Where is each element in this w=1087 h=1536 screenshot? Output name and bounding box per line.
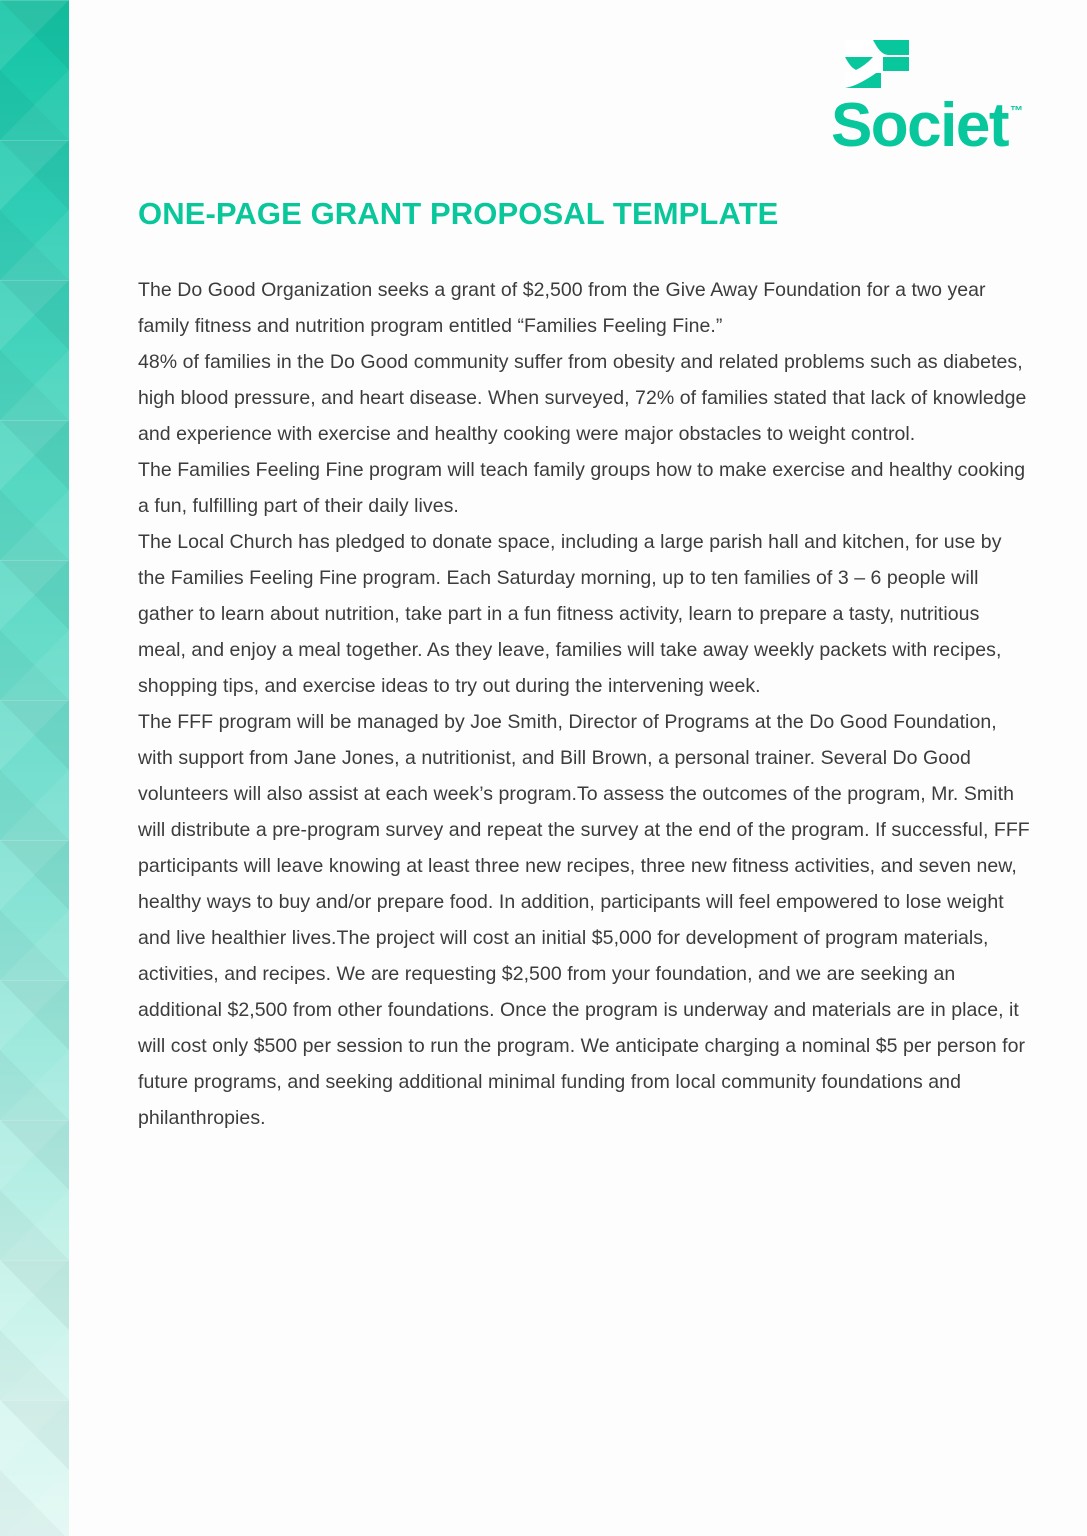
teal-faceted-sidebar — [0, 0, 69, 1536]
sidebar-facet-triangle — [0, 210, 69, 280]
sidebar-facet-triangle — [0, 1120, 69, 1190]
sidebar-facet-triangle — [0, 560, 69, 630]
sidebar-facet-triangle — [0, 910, 69, 980]
sidebar-band-seam — [0, 700, 69, 701]
societ-logo — [830, 38, 1023, 160]
sidebar-band-seam — [0, 0, 69, 1]
sidebar-band-seam — [0, 980, 69, 981]
sidebar-facet-band — [0, 140, 69, 280]
sidebar-facet-band — [0, 0, 69, 140]
paragraph-intro: The Do Good Organization seeks a grant of $2,500 from the Give Away Foundation for a two year family fitness and nutrition program entitled “Families Feeling Fine.” — [138, 278, 986, 337]
societ-swoosh-mark-icon — [839, 38, 913, 95]
sidebar-facet-triangle — [0, 1330, 69, 1400]
sidebar-band-seam — [0, 1120, 69, 1121]
sidebar-facet-triangle — [0, 140, 69, 210]
paragraph-program-description: The Families Feeling Fine program will teach family groups how to make exercise and healthy cooking a fun, fulfilling part of their daily lives. — [138, 458, 1026, 517]
sidebar-facet-band — [0, 700, 69, 840]
sidebar-facet-band — [0, 560, 69, 700]
sidebar-facet-band — [0, 1260, 69, 1400]
logo-wordmark-row — [830, 91, 1023, 160]
sidebar-facet-triangle — [0, 490, 69, 560]
sidebar-facet-triangle — [0, 350, 69, 420]
sidebar-facet-band — [0, 1120, 69, 1260]
sidebar-facet-triangle — [0, 1470, 69, 1536]
sidebar-band-seam — [0, 1400, 69, 1401]
sidebar-facet-triangle — [0, 420, 69, 490]
sidebar-facet-triangle — [0, 700, 69, 770]
sidebar-band-seam — [0, 140, 69, 141]
page-title: ONE-PAGE GRANT PROPOSAL TEMPLATE — [138, 196, 779, 231]
paragraph-partnership-logistics: The Local Church has pledged to donate space, including a large parish hall and kitchen, for use by the Families Feeling Fine program. Each Saturday morning, up to ten families of 3 – 6 people will gather to learn about nutrition, take part in a fun fitness activity, learn to prepare a tasty, nutritious meal, and enjoy a meal together. As they leave, families will take away weekly packets with recipes, shopping tips, and exercise ideas to try out during the intervening week. — [138, 530, 1002, 697]
sidebar-facet-triangle — [0, 770, 69, 840]
paragraph-staffing-evaluation-budget: The FFF program will be managed by Joe Smith, Director of Programs at the Do Good Foundation, with support from Jane Jones, a nutritionist, and Bill Brown, a personal trainer. Several Do Good volunteers will also assist at each week’s program.To assess the outcomes of the program, Mr. Smith will distribute a pre-program survey and repeat the survey at the end of the program. If successful, FFF participants will leave knowing at least three new recipes, three new fitness activities, and seven new, healthy ways to buy and/or prepare food. In addition, participants will feel empowered to lose weight and live healthier lives.The project will cost an initial $5,000 for development of program materials, activities, and recipes. We are requesting $2,500 from your foundation, and we are seeking an additional $2,500 from other foundations. Once the program is underway and materials are in place, it will cost only $500 per session to run the program. We anticipate charging a nominal $5 per person for future programs, and seeking additional minimal funding from local community foundations and philanthropies. — [138, 710, 1030, 1129]
sidebar-facet-triangle — [0, 70, 69, 140]
sidebar-band-seam — [0, 560, 69, 561]
sidebar-facet-band — [0, 840, 69, 980]
sidebar-facet-band — [0, 280, 69, 420]
sidebar-facet-band — [0, 1400, 69, 1536]
sidebar-facet-band — [0, 980, 69, 1120]
sidebar-facet-triangle — [0, 0, 69, 70]
sidebar-facet-triangle — [0, 630, 69, 700]
sidebar-facet-triangle — [0, 980, 69, 1050]
sidebar-facet-pattern — [0, 0, 69, 1536]
paragraph-need-statistics: 48% of families in the Do Good community suffer from obesity and related problems such as diabetes, high blood pressure, and heart disease. When surveyed, 72% of families stated that lack of knowledge and experience with exercise and healthy cooking were major obstacles to weight control. — [138, 350, 1027, 445]
sidebar-facet-triangle — [0, 280, 69, 350]
sidebar-facet-triangle — [0, 1190, 69, 1260]
sidebar-facet-triangle — [0, 840, 69, 910]
sidebar-band-seam — [0, 1260, 69, 1261]
document-content — [138, 196, 1030, 1136]
logo-wordmark: Societ — [830, 91, 1008, 160]
sidebar-band-seam — [0, 840, 69, 841]
sidebar-band-seam — [0, 420, 69, 421]
trademark-symbol: ™ — [1010, 103, 1023, 118]
sidebar-facet-triangle — [0, 1050, 69, 1120]
sidebar-facet-triangle — [0, 1400, 69, 1470]
sidebar-facet-band — [0, 420, 69, 560]
sidebar-band-seam — [0, 280, 69, 281]
sidebar-facet-triangle — [0, 1260, 69, 1330]
